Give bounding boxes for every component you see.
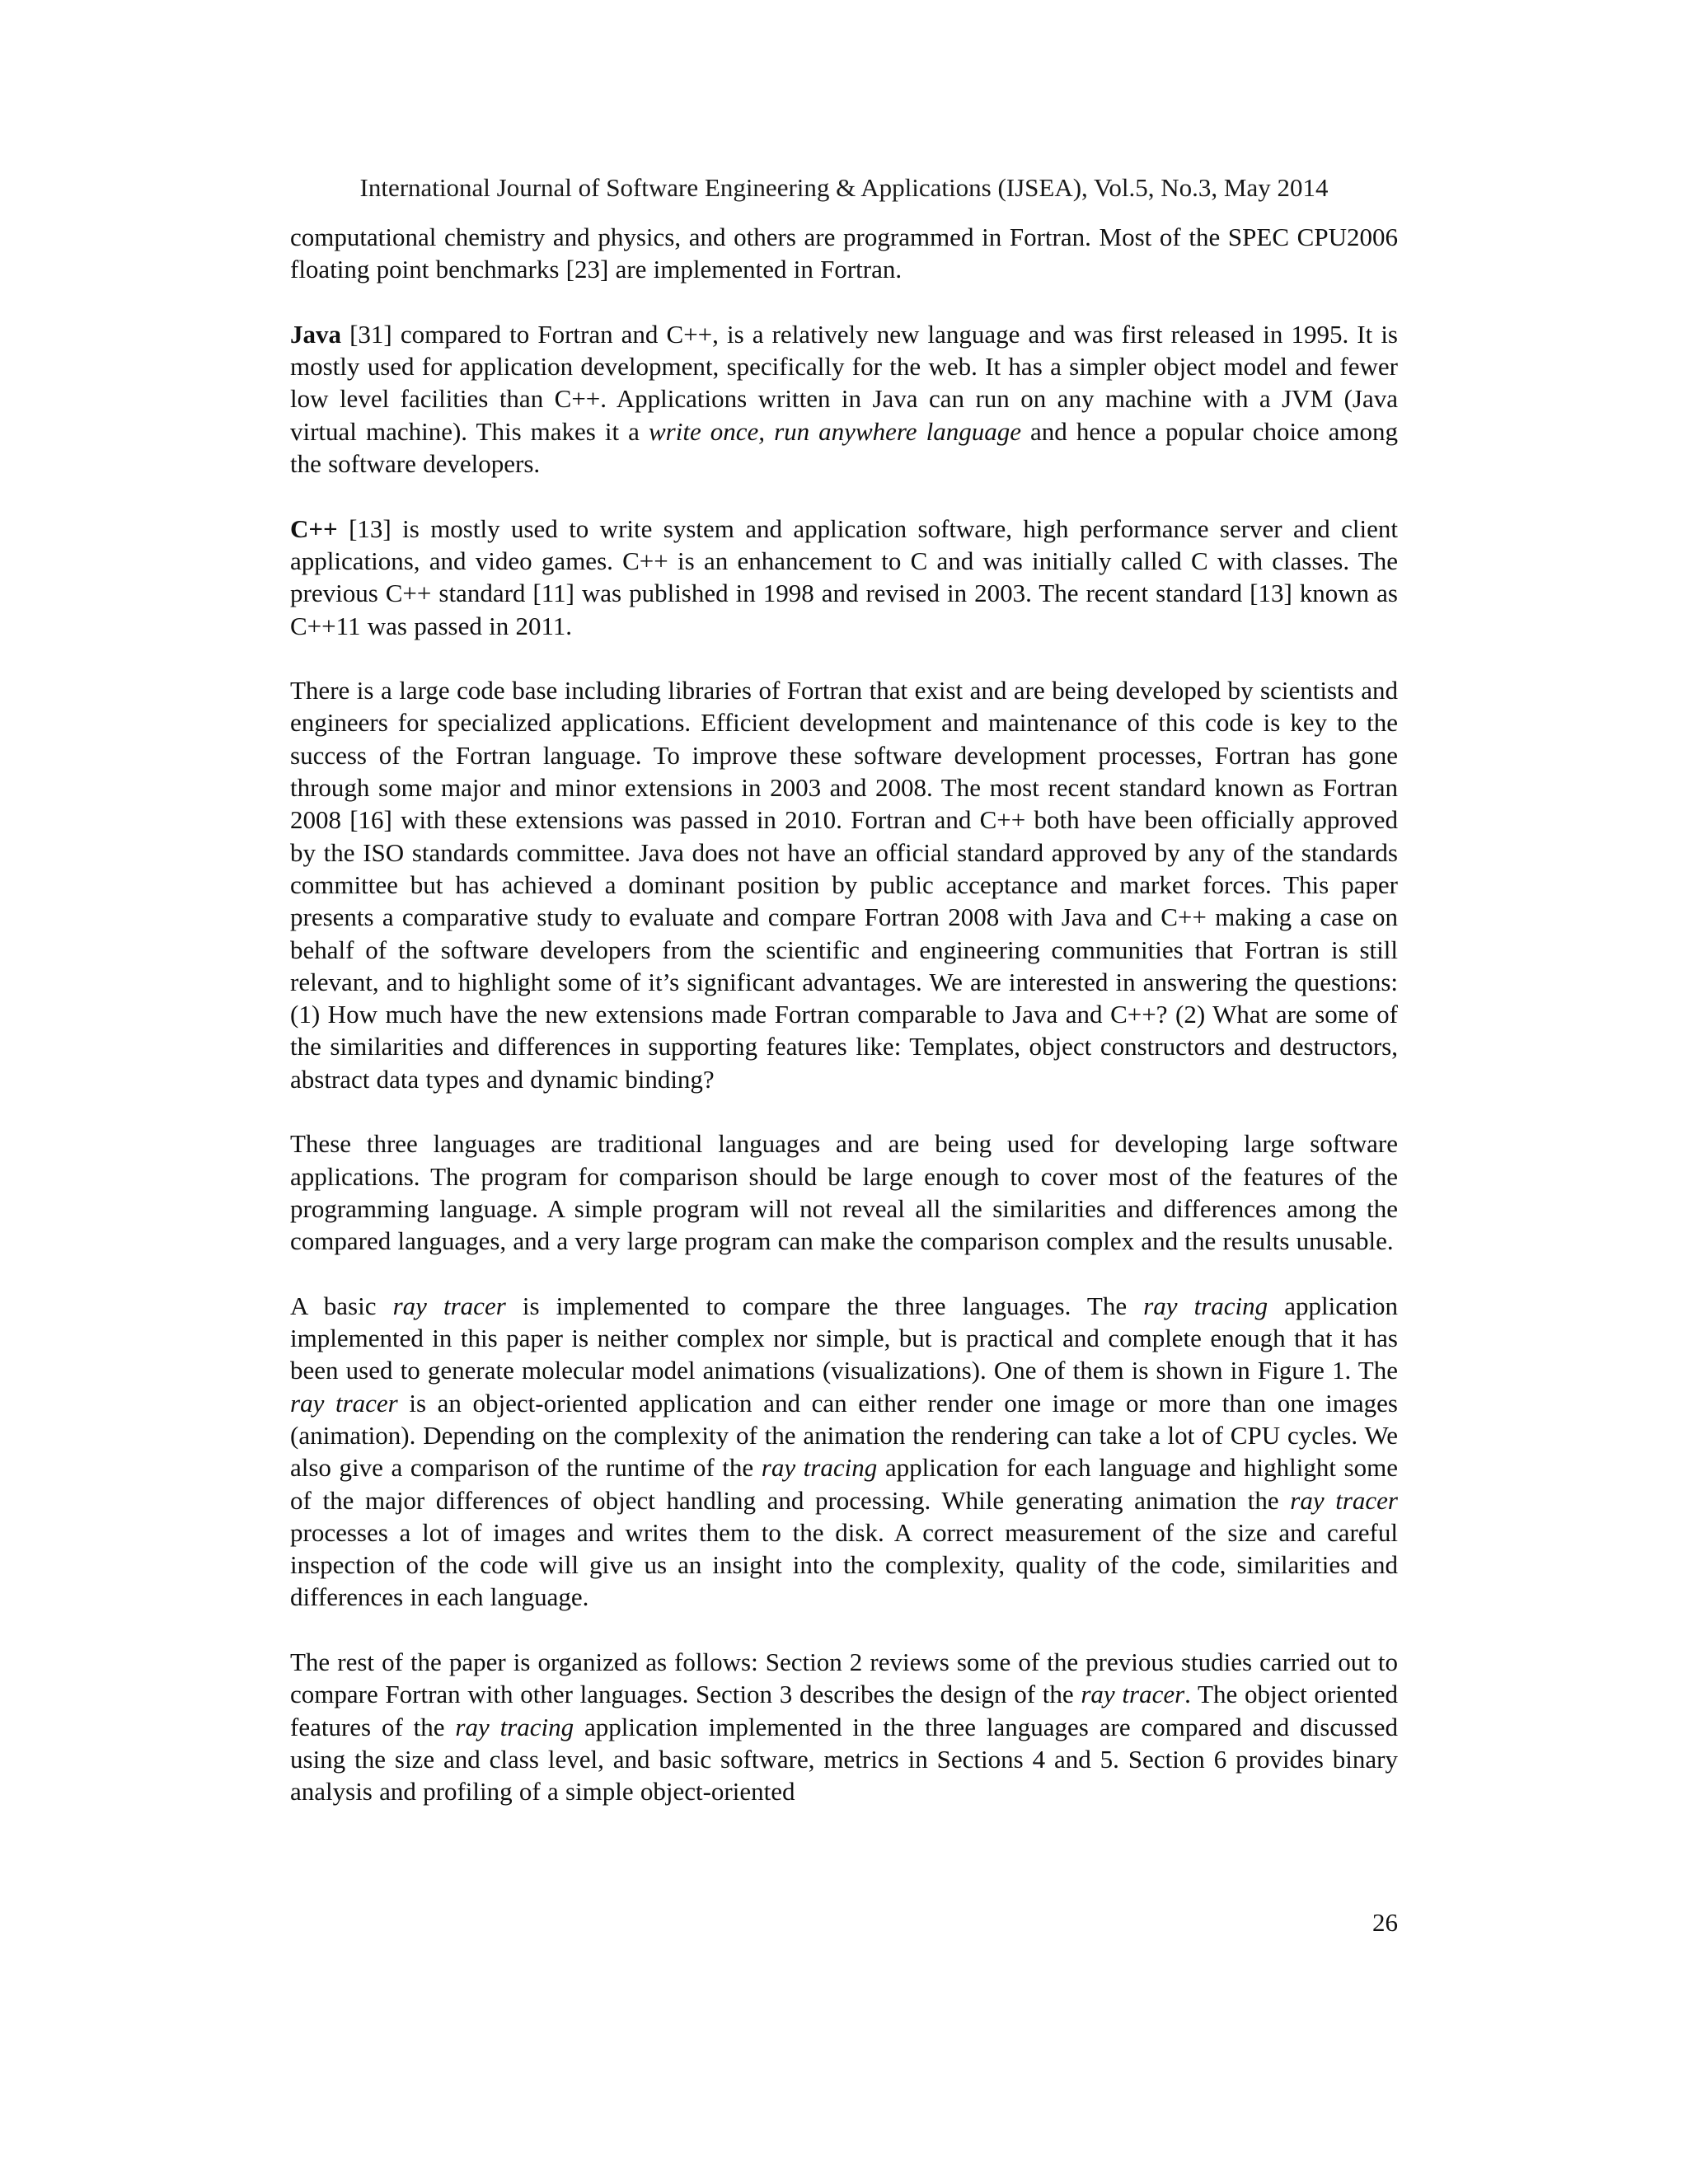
text-segment: and hence a popular choice among the software developers.	[290, 416, 1398, 479]
paragraph-intro-fortran	[290, 221, 1398, 286]
text-segment: The rest of the paper is organized as follows: Section 2 reviews some of the previous studies carried out to compare Fortran with other languages. Section 3 describes the design of the	[290, 1647, 1398, 1709]
emphasis-phrase: ray tracer	[1081, 1680, 1185, 1709]
emphasis-phrase: write once, run anywhere language	[649, 416, 1021, 446]
paragraph-organization	[290, 1646, 1398, 1807]
text-segment: application implemented in the three languages are compared and discussed using the size and class level, and basic software, metrics in Sections 4 and 5. Section 6 provides binary analysis and profiling of a simple object-oriented	[290, 1712, 1399, 1807]
page-number: 26	[1372, 1908, 1398, 1937]
paragraph-ray-tracer	[290, 1290, 1398, 1614]
paragraph-code-base	[290, 674, 1398, 1095]
text-segment: is an object-oriented application and can either render one image or more than one images (animation). Depending on the complexity of the animation the rendering can take a lot of CPU cycles. We also give a comparison of the runtime of the	[290, 1388, 1398, 1483]
text-segment: A basic	[290, 1291, 393, 1320]
text-segment: is implemented to compare the three languages. The	[505, 1291, 1144, 1320]
text-segment: processes a lot of images and writes them to the disk. A correct measurement of the size and careful inspection of the code will give us an insight into the complexity, quality of the code, similarities and differences in each language.	[290, 1517, 1398, 1612]
running-header: International Journal of Software Engineering & Applications (IJSEA), Vol.5, No.3, May 2014	[359, 173, 1329, 202]
text-segment: application implemented in this paper is neither complex nor simple, but is practical and complete enough that it has been used to generate molecular model animations (visualizations). One of them is shown in Figure 1. The	[290, 1291, 1399, 1385]
text-segment: application for each language and highlight some of the major differences of object handling and processing. While generating animation the	[290, 1453, 1399, 1515]
emphasis-phrase: ray tracer	[290, 1388, 398, 1418]
term-cpp: C++	[290, 513, 338, 543]
emphasis-phrase: ray tracing	[455, 1712, 574, 1741]
paragraph-java	[290, 318, 1398, 480]
text-segment: computational chemistry and physics, and others are programmed in Fortran. Most of the SPEC CPU2006 floating point benchmarks [23] are implemented in Fortran.	[290, 223, 1398, 284]
emphasis-phrase: ray tracing	[761, 1453, 878, 1483]
paragraph-traditional-languages	[290, 1127, 1398, 1257]
text-segment: There is a large code base including libraries of Fortran that exist and are being developed by scientists and engineers for specialized applications. Efficient development and maintenance of this code is key to the success of the Fortran language. To improve these software development processes, Fortran has gone through some major and minor extensions in 2003 and 2008. The most recent standard known as Fortran 2008 [16] with these extensions was passed in 2010. Fortran and C++ both have been officially approved by the ISO standards committee. Java does not have an official standard approved by any of the standards committee but has achieved a dominant position by public acceptance and market forces. This paper presents a comparative study to evaluate and compare Fortran 2008 with Java and C++ making a case on behalf of the software developers from the scientific and engineering communities that Fortran is still relevant, and to highlight some of it’s significant advantages. We are interested in answering the questions: (1) How much have the new extensions made Fortran comparable to Java and C++? (2) What are some of the similarities and differences in supporting features like: Templates, object constructors and destructors, abstract data types and dynamic binding?	[290, 676, 1398, 1094]
paragraph-cpp	[290, 513, 1398, 642]
body-text	[290, 221, 1398, 1808]
emphasis-phrase: ray tracer	[392, 1291, 506, 1320]
text-segment: These three languages are traditional languages and are being used for developing large software applications. The program for comparison should be large enough to cover most of the features of the programming language. A simple program will not reveal all the similarities and differences among the compared languages, and a very large program can make the comparison complex and the results unusable.	[290, 1129, 1398, 1256]
emphasis-phrase: ray tracing	[1143, 1291, 1268, 1320]
text-segment: [31] compared to Fortran and C++, is a relatively new language and was first released in 1995. It is mostly used for application development, specifically for the web. It has a simpler object model and fewer low level facilities than C++. Applications written in Java can run on any machine with a JVM (Java virtual machine). This makes it a	[290, 319, 1398, 446]
text-segment: . The object oriented features of the	[290, 1680, 1398, 1741]
text-segment: [13] is mostly used to write system and application software, high performance server and client applications, and video games. C++ is an enhancement to C and was initially called C with classes. The previous C++ standard [11] was published in 1998 and revised in 2003. The recent standard [13] known as C++11 was passed in 2011.	[290, 513, 1398, 640]
emphasis-phrase: ray tracer	[1290, 1485, 1398, 1515]
term-java: Java	[290, 319, 341, 349]
